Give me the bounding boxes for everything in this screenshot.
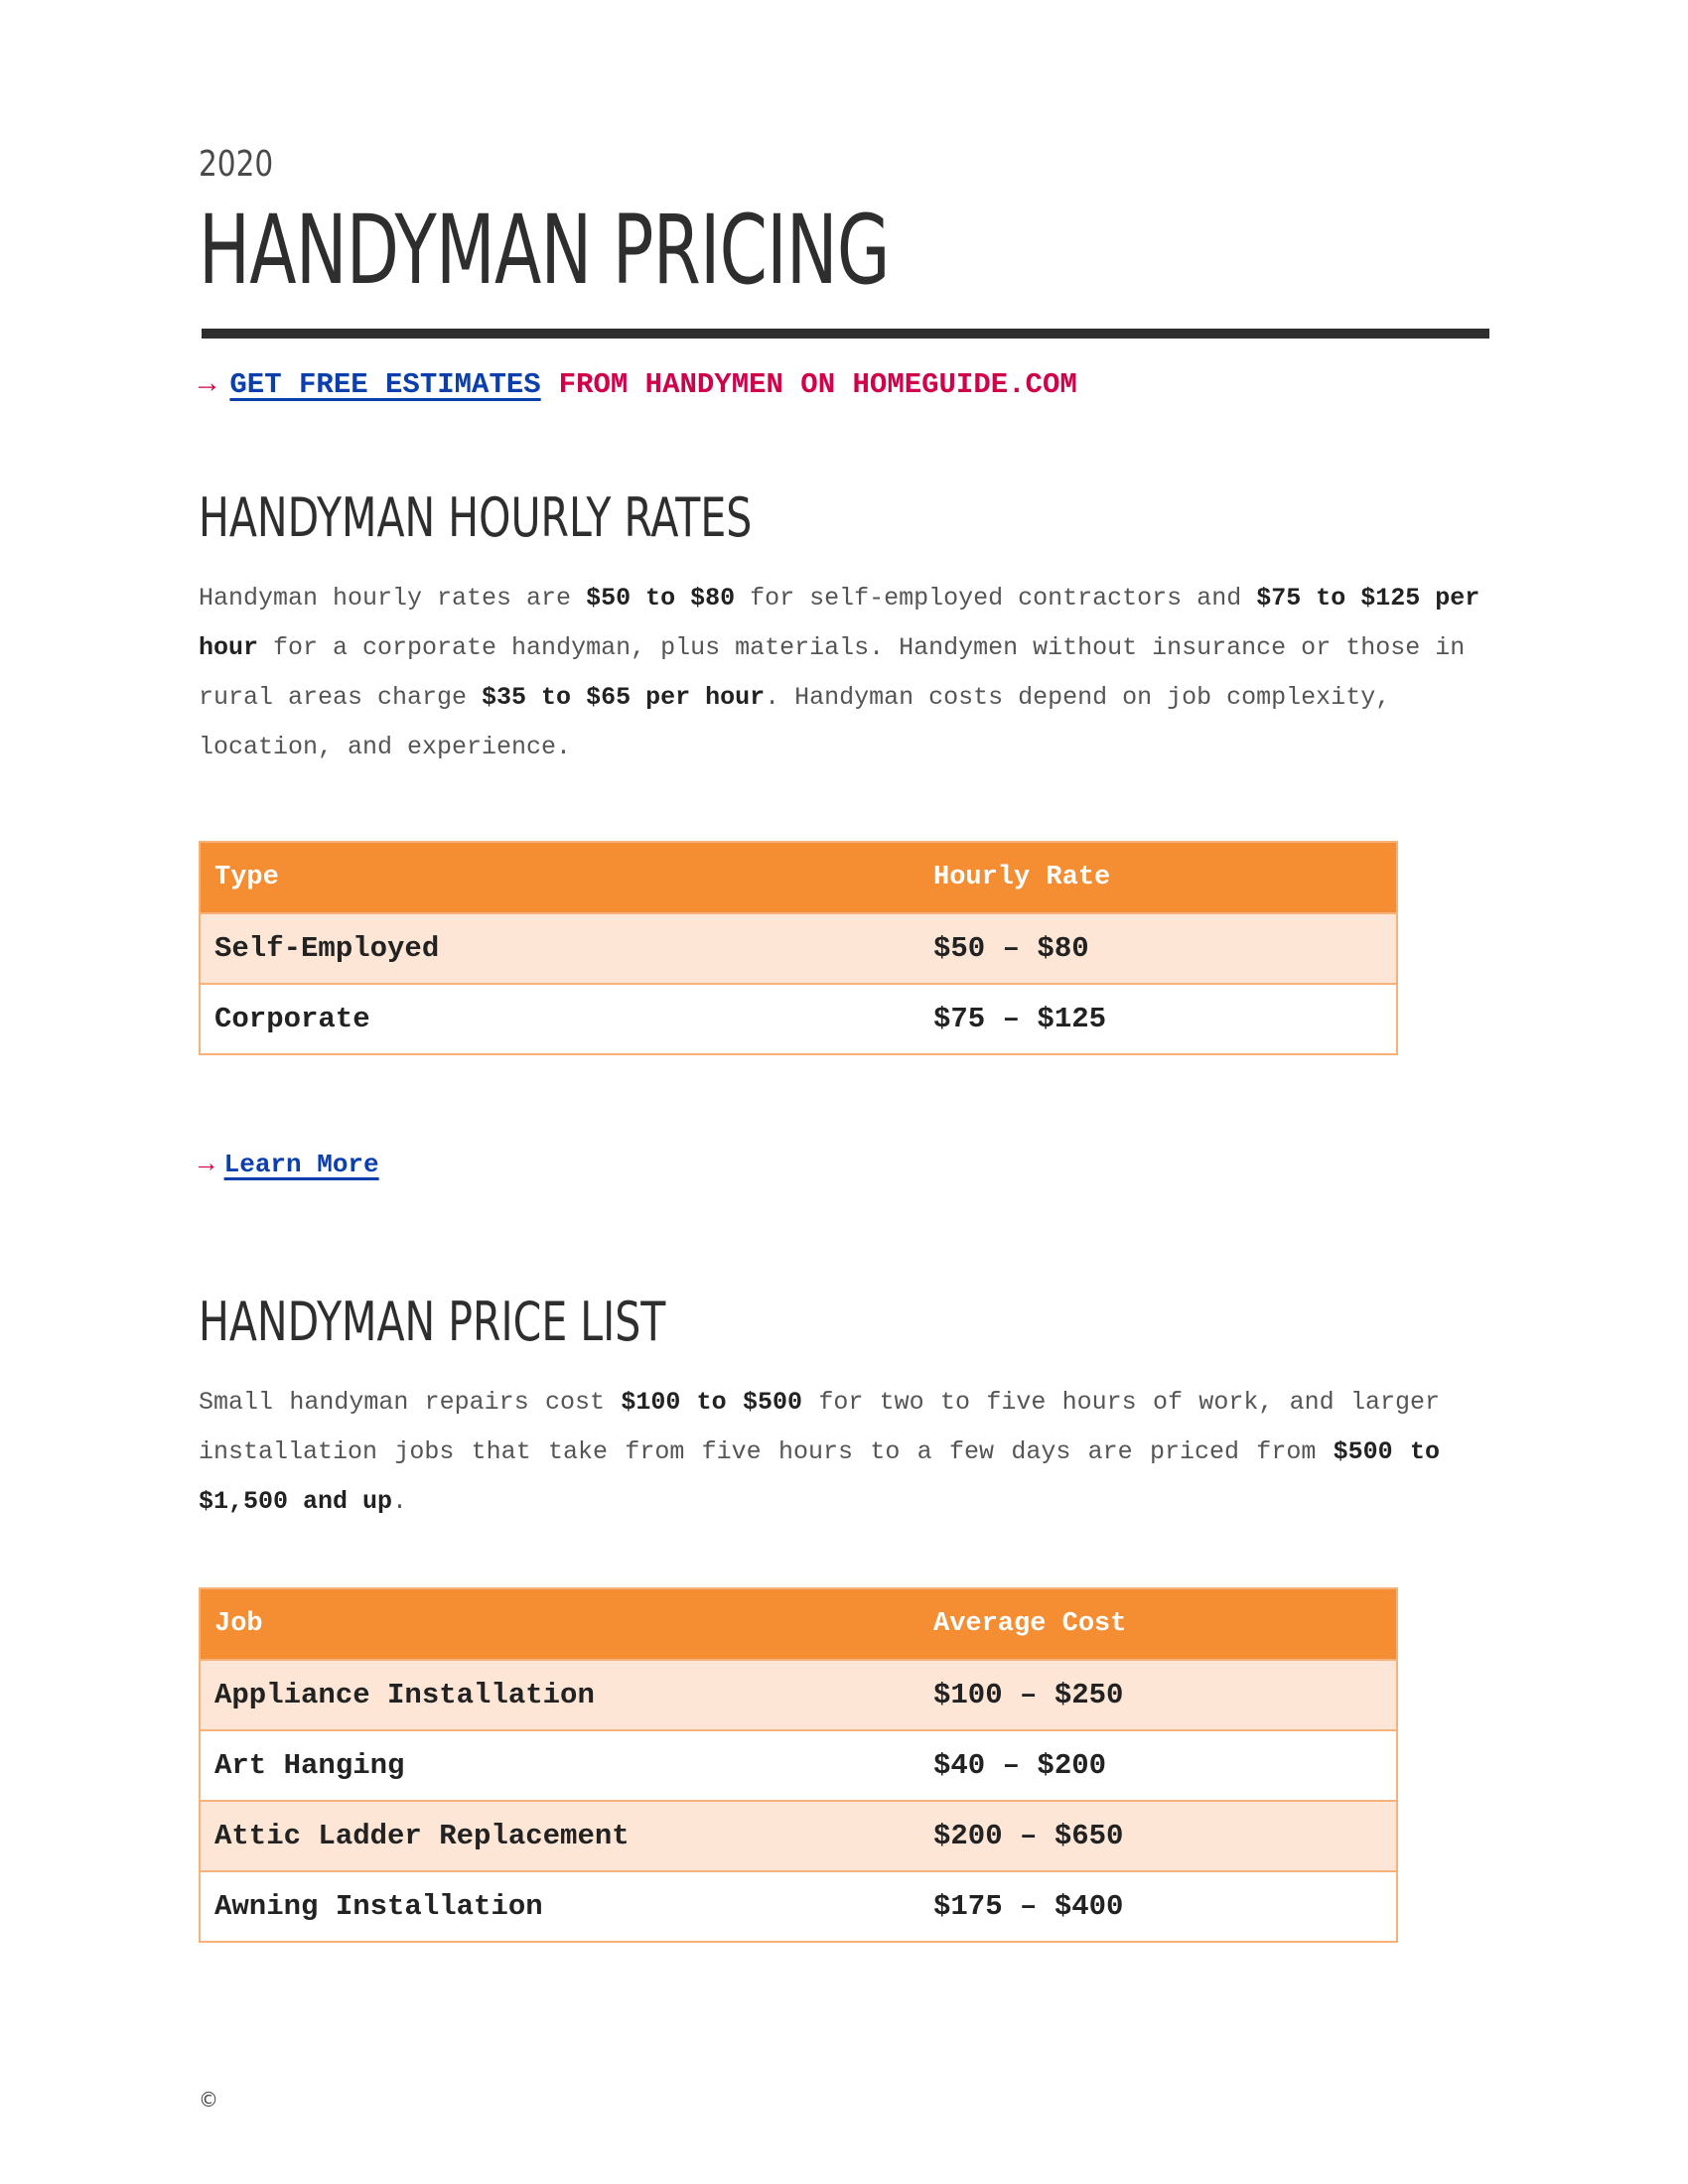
arrow-right-icon: → bbox=[199, 368, 216, 401]
table-row bbox=[200, 1801, 1397, 1871]
emphasized-price: $100 to $500 bbox=[621, 1388, 803, 1417]
table-row bbox=[200, 1871, 1397, 1942]
estimates-callout bbox=[199, 370, 1077, 399]
table-cell-type: Self-Employed bbox=[200, 913, 919, 984]
price-list-paragraph bbox=[199, 1378, 1440, 1527]
table-cell-type: Corporate bbox=[200, 984, 919, 1054]
table-header-hourly-rate: Hourly Rate bbox=[919, 842, 1397, 913]
table-cell-rate: $50 – $80 bbox=[919, 913, 1397, 984]
arrow-right-icon: → bbox=[199, 1150, 214, 1179]
table-row bbox=[200, 1660, 1397, 1730]
emphasized-price: $500 to $1,500 and up bbox=[199, 1437, 1440, 1516]
price-list-heading: HANDYMAN PRICE LIST bbox=[199, 1291, 666, 1353]
copyright-symbol: © bbox=[199, 2088, 218, 2112]
page-title: HANDYMAN PRICING bbox=[199, 195, 890, 306]
table-cell-cost: $100 – $250 bbox=[919, 1660, 1397, 1730]
table-cell-rate: $75 – $125 bbox=[919, 984, 1397, 1054]
table-header-row bbox=[200, 842, 1397, 913]
table-cell-job: Attic Ladder Replacement bbox=[200, 1801, 919, 1871]
document-year: 2020 bbox=[199, 144, 274, 185]
table-cell-job: Art Hanging bbox=[200, 1730, 919, 1801]
get-free-estimates-link[interactable]: GET FREE ESTIMATES bbox=[229, 368, 541, 401]
paragraph-text: . bbox=[392, 1487, 408, 1516]
hourly-rates-heading: HANDYMAN HOURLY RATES bbox=[199, 486, 753, 549]
price-list-table bbox=[199, 1587, 1398, 1943]
table-row bbox=[200, 913, 1397, 984]
table-header-row bbox=[200, 1588, 1397, 1660]
estimates-callout-text: FROM HANDYMEN ON HOMEGUIDE.COM bbox=[558, 368, 1077, 401]
table-row bbox=[200, 984, 1397, 1054]
paragraph-text: for two to five hours of work, and larger installation jobs that take from five hours to a few days are priced from bbox=[199, 1388, 1440, 1466]
emphasized-price: $50 to $80 bbox=[586, 584, 736, 613]
table-row bbox=[200, 1730, 1397, 1801]
table-cell-cost: $200 – $650 bbox=[919, 1801, 1397, 1871]
table-header-average-cost: Average Cost bbox=[919, 1588, 1397, 1660]
learn-more-callout bbox=[199, 1152, 379, 1177]
emphasized-price: $75 to $125 per hour bbox=[199, 584, 1480, 662]
paragraph-text: . Handyman costs depend on job complexity, location, and experience. bbox=[199, 683, 1391, 761]
table-header-type: Type bbox=[200, 842, 919, 913]
table-cell-cost: $175 – $400 bbox=[919, 1871, 1397, 1942]
paragraph-text: for a corporate handyman, plus materials. Handymen without insurance or those in rural areas charge bbox=[199, 633, 1466, 712]
hourly-rates-paragraph bbox=[199, 574, 1494, 772]
paragraph-text: for self-employed contractors and bbox=[735, 584, 1257, 613]
title-divider bbox=[202, 329, 1489, 339]
table-header-job: Job bbox=[200, 1588, 919, 1660]
table-cell-job: Awning Installation bbox=[200, 1871, 919, 1942]
paragraph-text: Small handyman repairs cost bbox=[199, 1388, 622, 1417]
learn-more-link[interactable]: Learn More bbox=[223, 1150, 379, 1179]
hourly-rates-table bbox=[199, 841, 1398, 1055]
table-cell-cost: $40 – $200 bbox=[919, 1730, 1397, 1801]
table-cell-job: Appliance Installation bbox=[200, 1660, 919, 1730]
paragraph-text: Handyman hourly rates are bbox=[199, 584, 587, 613]
emphasized-price: $35 to $65 per hour bbox=[482, 683, 766, 712]
